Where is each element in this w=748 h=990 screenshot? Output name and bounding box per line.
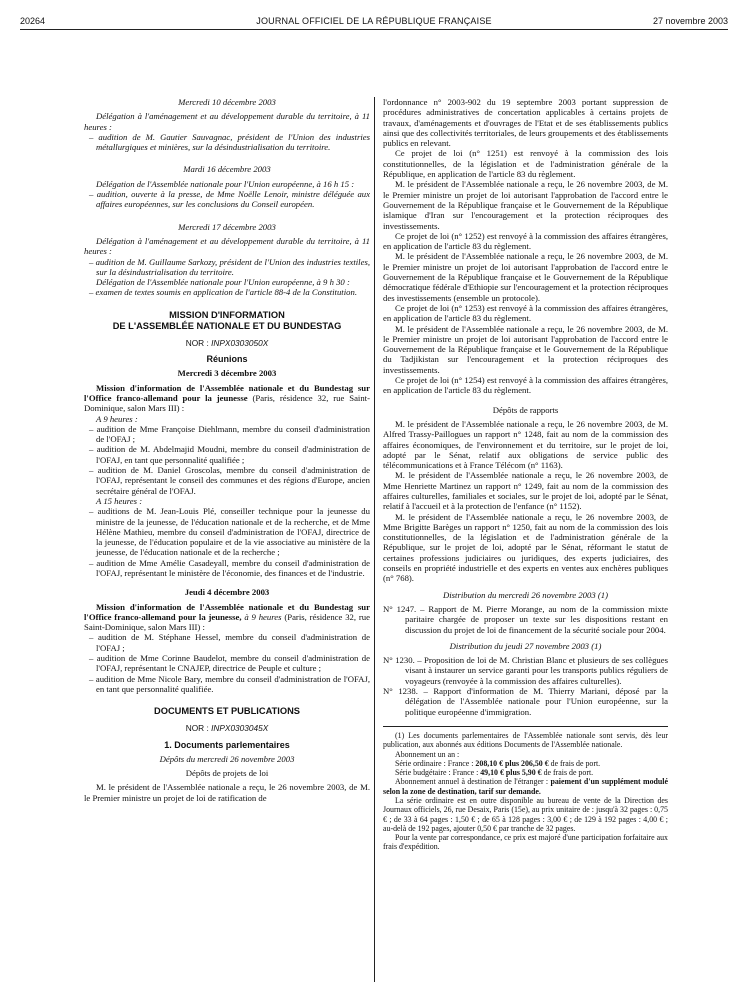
footnote-serie-budgetaire (383, 768, 668, 777)
column-divider (374, 97, 375, 982)
list-item: N° 1247. – Rapport de M. Pierre Morange, au nom de la commission mixte paritaire chargée de proposer un texte sur les dispositions restant en discussion du projet de loi de financement de la sécurité sociale pour 2004. (383, 603, 668, 635)
depots-first-paragraph: M. le président de l'Assemblée nationale a reçu, le 26 novembre 2003, de M. le Premier ministre un projet de loi de ratification de (84, 782, 370, 803)
fn-text: Série ordinaire : France : (395, 758, 476, 768)
footnote-1: (1) Les documents parlementaires de l'Assemblée nationale sont servis, dès leur publication, aux abonnés aux éditions Documents de l'Assemblée nationale. (383, 730, 668, 750)
fn-bold-text: paiement d'un supplément modulé selon la zone de destination, tarif sur demande. (383, 777, 669, 796)
wed3-heading: Mercredi 3 décembre 2003 (177, 368, 277, 379)
mission-title-line-2: DE L'ASSEMBLÉE NATIONALE ET DU BUNDESTAG (112, 320, 342, 331)
reunions-heading: Réunions (206, 354, 248, 365)
journal-title: JOURNAL OFFICIEL DE LA RÉPUBLIQUE FRANÇAISE (256, 16, 492, 26)
wed10-heading: Mercredi 10 décembre 2003 (178, 97, 276, 107)
fn-text: de frais de port. (548, 758, 601, 768)
nor-label: NOR : (185, 337, 212, 348)
list-item: – audition de M. Stéphane Hessel, membre du conseil d'administration de l'OFAJ ; (89, 632, 370, 653)
page-number: 20264 (20, 16, 46, 26)
wed3-intro-rest: (Paris, résidence 32, rue Saint-Dominique, salon Mars III) : (84, 392, 370, 414)
paragraph: Ce projet de loi (n° 1254) est renvoyé à la commission des affaires étrangères, en application de l'article 83 du règlement. (383, 375, 668, 396)
thu4-intro-bold: Mission d'information de l'Assemblée nationale et du Bundestag sur l'Office franco-allemand pour la jeunesse, (84, 601, 370, 622)
list-item: – audition de M. Abdelmajid Moudni, membre du conseil d'administration de l'OFAJ, en tant que personnalité qualifiée ; (89, 444, 370, 465)
continued-paragraph: l'ordonnance n° 2003-902 du 19 septembre 2003 portant suppression de procédures administratives de concertation applicables à certains projets de travaux, d'aménagements et d'ouvrages de l'Etat et de ses établissements publics ainsi que des collectivités territoriales, de leurs groupements et des établissements publics en relevant. (383, 97, 668, 149)
depots-rapports-heading: Dépôts de rapports (492, 404, 559, 415)
distribution-wed26-heading: Distribution du mercredi 26 novembre 2003 (1) (442, 589, 609, 600)
paragraph: M. le président de l'Assemblée nationale a reçu, le 26 novembre 2003, de Mme Henriette Martinez un rapport n° 1249, fait au nom de la commission des affaires culturelles, familiales et sociales, sur le projet de loi, adopté par le Sénat, relatif à l'accueil et à la protection de l'enfance (n° 1152). (383, 470, 668, 512)
fn-text: de frais de port. (541, 768, 594, 778)
paragraph: M. le président de l'Assemblée nationale a reçu, le 26 novembre 2003, de M. Alfred Trassy-Paillogues un rapport n° 1248, fait au nom de la commission des affaires économiques, de l'environnement et du territoire, sur le projet de loi, adopté par le Sénat, relatif aux obligations de service public des télécommunications et à France Télécom (n° 1163). (383, 418, 668, 471)
nor-code: INPX0303050X (211, 337, 269, 348)
distribution-thu27-heading: Distribution du jeudi 27 novembre 2003 (1) (449, 640, 602, 651)
wed17-item-2: – examen de textes soumis en application de l'article 88-4 de la Constitution. (89, 287, 357, 298)
page-header (20, 14, 728, 30)
list-item: – audition de Mme Nicole Bary, membre du conseil d'administration de l'OFAJ, en tant que personnalité qualifiée. (89, 673, 370, 694)
docs-parlementaires-heading: 1. Documents parlementaires (164, 739, 290, 750)
footnote-rule (383, 726, 668, 727)
tue16-item: – audition, ouverte à la presse, de Mme Noëlle Lenoir, ministre déléguée aux affaires européennes, sur les conclusions du Conseil européen. (89, 189, 370, 210)
depots-projets-heading: Dépôts de projets de loi (185, 768, 269, 779)
fn-text: Abonnement annuel à destination de l'étranger : (395, 777, 551, 787)
footnote-correspondance: Pour la vente par correspondance, ce prix est majoré d'une participation forfaitaire aux frais d'expédition. (383, 833, 668, 852)
wed3-intro-bold: Mission d'information de l'Assemblée nationale et du Bundestag sur l'Office franco-allemand pour la jeunesse (84, 382, 370, 403)
list-item: – audition de M. Daniel Groscolas, membre du conseil d'administration de l'OFAJ, représentant le conseil des communes et des régions d'Europe, ancien secrétaire général de l'OFAJ. (89, 465, 370, 496)
left-column (84, 97, 370, 803)
fn-price: 49,10 € plus 5,90 € (480, 768, 542, 778)
paragraph: Ce projet de loi (n° 1251) est renvoyé à la commission des lois constitutionnelles, de la législation et de l'administration générale de la République, en application de l'article 83 du règlement. (383, 148, 668, 180)
paragraph: M. le président de l'Assemblée nationale a reçu, le 26 novembre 2003, de M. le Premier ministre un projet de loi autorisant l'approbation de l'accord entre le Gouvernement de la République française et le Gouvernement de la République du Tadjikistan sur l'encouragement et la protection réciproques des investissements. (383, 323, 668, 375)
paragraph: Ce projet de loi (n° 1253) est renvoyé à la commission des affaires étrangères, en application de l'article 83 du règlement. (383, 302, 668, 324)
thu4-intro-time: à 9 heures (241, 611, 282, 622)
issue-date: 27 novembre 2003 (652, 16, 728, 26)
paragraph: M. le président de l'Assemblée nationale a reçu, le 26 novembre 2003, de M. le Premier ministre un projet de loi autorisant l'approbation de l'accord entre le Gouvernement de la République française et le Gouvernement de la République islamique d'Iran sur l'encouragement et la protection réciproques des investissements. (383, 179, 668, 231)
wed3-intro (84, 383, 370, 414)
list-item: – auditions de M. Jean-Louis Plé, conseiller technique pour la jeunesse du ministre de la jeunesse, de l'éducation nationale et de la recherche, et de Mme Hélène Mathieu, membre du conseil d'administration de l'OFAJ, directrice de la jeunesse, de l'éducation populaire et de la vie associative au ministère de la jeunesse, de l'éducation nationale et de la recherche ; (89, 506, 370, 558)
documents-title: DOCUMENTS ET PUBLICATIONS (154, 706, 300, 717)
depots-date: Dépôts du mercredi 26 novembre 2003 (159, 753, 295, 764)
nor-code: INPX0303045X (211, 723, 269, 734)
fn-text: Série budgétaire : France : (395, 768, 481, 778)
wed17-item-1: – audition de M. Guillaume Sarkozy, président de l'Union des industries textiles, sur la désindustrialisation du territoire. (89, 256, 370, 277)
wed10-item: – audition de M. Gautier Sauvagnac, président de l'Union des industries métallurgiques et minières, sur la désindustrialisation du territoire. (89, 131, 370, 153)
list-item: N° 1230. – Proposition de loi de M. Christian Blanc et plusieurs de ses collègues visant à instaurer un service garanti pour les transports publics réguliers de voyageurs (renvoyée à la commission des affaires culturelles). (383, 655, 668, 686)
wed17-delegation-1: Délégation à l'aménagement et au développement durable du territoire, à 11 heures : (84, 235, 370, 257)
thu4-intro (84, 602, 370, 633)
list-item: – audition de Mme Amélie Casadeyall, membre du conseil d'administration de l'OFAJ, représentant le ministère de l'économie, des finances et de l'industrie. (89, 557, 370, 578)
thu4-intro-rest: (Paris, résidence 32, rue Saint-Dominique, salon Mars III) : (84, 611, 370, 633)
footnote-etranger (383, 777, 668, 796)
footnote-serie-vente: La série ordinaire est en outre disponible au bureau de vente de la Direction des Journaux officiels, 26, rue Desaix, Paris (15e), au prix unitaire de : jusqu'à 32 pages : 0,75 € ; de 33 à 64 pages : 1,50 € ; de 65 à 128 pages : 3,00 € ; de 129 à 192 pages : 4,00 € ; au-delà de 192 pages, ajouter 0,50 € par tranche de 32 pages. (383, 796, 668, 833)
list-item: N° 1238. – Rapport d'information de M. Thierry Mariani, déposé par la délégation de l'Assemblée nationale pour l'Union européenne, sur la politique européenne d'immigration. (383, 686, 668, 717)
mission-nor (84, 338, 370, 348)
list-item: – audition de Mme Françoise Diehlmann, membre du conseil d'administration de l'OFAJ ; (89, 423, 370, 445)
nor-label: NOR : (185, 723, 212, 734)
paragraph: Ce projet de loi (n° 1252) est renvoyé à la commission des affaires étrangères, en application de l'article 83 du règlement. (383, 230, 668, 252)
documents-nor (84, 723, 370, 733)
footnote-abonnement: Abonnement un an : (395, 749, 460, 759)
thu4-heading: Jeudi 4 décembre 2003 (184, 587, 270, 598)
tue16-heading: Mardi 16 décembre 2003 (183, 164, 271, 175)
paragraph: M. le président de l'Assemblée nationale a reçu, le 26 novembre 2003, de Mme Brigitte Barèges un rapport n° 1250, fait au nom de la commission des lois constitutionnelles, de la législation et de l'administration générale de la République, sur le projet de loi, adopté par le Sénat, réformant le statut de certaines professions judiciaires ou juridiques, des experts judiciaires, des conseils en propriété industrielle et des experts en ventes aux enchères publiques (n° 768). (383, 511, 668, 584)
tue16-delegation: Délégation de l'Assemblée nationale pour l'Union européenne, à 16 h 15 : (96, 178, 355, 189)
wed3-at-9: A 9 heures : (96, 413, 138, 424)
wed3-at-15: A 15 heures : (96, 495, 143, 506)
wed10-delegation: Délégation à l'aménagement et au développement durable du territoire, à 11 heures : (84, 111, 370, 132)
paragraph: M. le président de l'Assemblée nationale a reçu, le 26 novembre 2003, de M. le Premier ministre un projet de loi autorisant l'approbation de l'accord entre le Gouvernement de la République française et le Gouvernement de la République démocratique fédérale d'Ethiopie sur l'encouragement et la protection réciproques des investissements (ensemble un protocole). (383, 251, 668, 303)
right-column (383, 97, 668, 852)
footnote-block (383, 731, 668, 852)
footnote-serie-ordinaire (383, 759, 668, 768)
wed17-delegation-2: Délégation de l'Assemblée nationale pour l'Union européenne, à 9 h 30 : (96, 277, 350, 288)
fn-price: 208,10 € plus 206,50 € (475, 758, 549, 768)
wed17-heading: Mercredi 17 décembre 2003 (178, 221, 276, 232)
mission-title-line-1: MISSION D'INFORMATION (169, 309, 285, 320)
list-item: – audition de Mme Corinne Baudelot, membre du conseil d'administration de l'OFAJ, représentant le CNAJEP, directrice de Peuple et culture ; (89, 653, 370, 674)
